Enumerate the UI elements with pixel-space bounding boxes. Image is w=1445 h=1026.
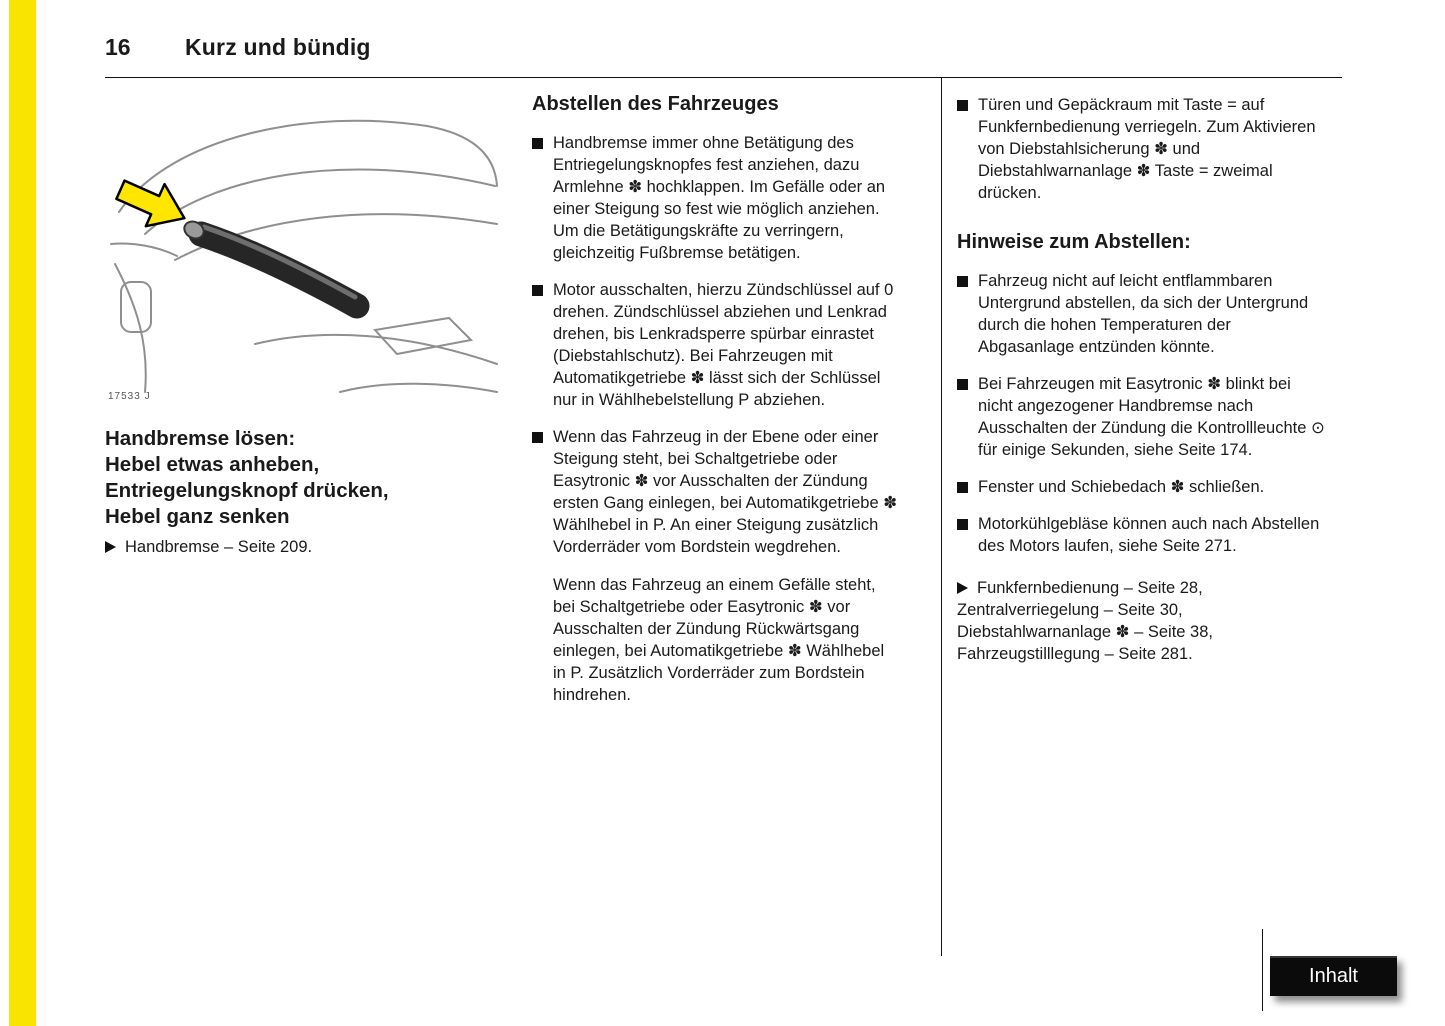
left-heading-line: Entriegelungsknopf drücken, (105, 479, 389, 502)
bullet-item (957, 373, 1345, 461)
cross-ref-text[interactable]: Fahrzeugstilllegung – Seite 281. (957, 645, 1193, 663)
cross-ref-arrow-icon (105, 541, 116, 553)
left-heading-line: Hebel ganz senken (105, 505, 290, 528)
cross-ref-text[interactable]: Zentralverriegelung – Seite 30, (957, 601, 1183, 619)
right-heading: Hinweise zum Abstellen: (957, 231, 1191, 253)
bullet-text: Türen und Gepäckraum mit Taste = auf Funkfernbedienung verriegeln. Zum Aktivieren von Diebstahlsicherung ✽ und Diebstahlwarnanlage ✽ Taste = zweimal drücken. (978, 96, 1316, 202)
square-bullet-icon (957, 519, 968, 530)
cross-ref-arrow-icon (957, 582, 968, 594)
inhalt-button[interactable]: Inhalt (1270, 956, 1397, 996)
handbrake-lever (182, 218, 357, 306)
square-bullet-icon (957, 482, 968, 493)
bullet-item (957, 513, 1345, 557)
page-edge-accent-stripe (9, 0, 36, 1026)
square-bullet-icon (957, 100, 968, 111)
left-heading-line: Hebel etwas anheben, (105, 453, 320, 476)
continuation-paragraph: Wenn das Fahrzeug an einem Gefälle steht, bei Schaltgetriebe oder Easytronic ✽ vor Ausschalten der Zündung Rückwärtsgang einlegen, bei Automatikgetriebe ✽ Wählhebel in P. Zusätzlich Vorderräder zum Bordstein hindrehen. (553, 576, 885, 704)
square-bullet-icon (532, 285, 543, 296)
left-heading (105, 426, 389, 530)
middle-column (532, 92, 932, 706)
square-bullet-icon (957, 379, 968, 390)
square-bullet-icon (532, 432, 543, 443)
cross-ref-handbremse[interactable] (105, 536, 312, 558)
square-bullet-icon (957, 276, 968, 287)
bullet-item (957, 476, 1345, 498)
bullet-item (957, 270, 1345, 358)
inhalt-button-rule (1262, 929, 1263, 1011)
header-rule (105, 77, 1342, 78)
middle-heading: Abstellen des Fahrzeuges (532, 93, 779, 115)
handbrake-illustration (105, 92, 500, 397)
bullet-item (532, 426, 932, 558)
column-divider-rule (941, 77, 942, 956)
cross-ref-text: Handbremse – Seite 209. (125, 538, 313, 556)
cross-ref-line[interactable] (957, 577, 1345, 599)
square-bullet-icon (532, 138, 543, 149)
bullet-text: Bei Fahrzeugen mit Easytronic ✽ blinkt bei nicht angezogener Handbremse nach Ausschalten der Zündung die Kontrollleuchte ⊙ für einige Sekunden, siehe Seite 174. (978, 375, 1325, 459)
figure-caption: 17533 J (108, 391, 151, 402)
page-number: 16 (105, 34, 131, 60)
right-column (957, 92, 1345, 665)
bullet-text: Fahrzeug nicht auf leicht entflammbaren Untergrund abstellen, da sich der Untergrund durch die hohen Temperaturen der Abgasanlage entzünden könnte. (978, 272, 1309, 356)
bullet-item (532, 132, 932, 264)
handbrake-figure (105, 92, 500, 404)
bullet-item (532, 279, 932, 411)
bullet-text: Handbremse immer ohne Betätigung des Entriegelungsknopfes fest anziehen, dazu Armlehne ✽ hochklappen. Im Gefälle oder an einer Steigung so fest wie möglich anziehen. Um die Betätigungskräfte zu verringern, gleichzeitig Fußbremse betätigen. (553, 134, 886, 262)
bullet-text: Motorkühlgebläse können auch nach Abstellen des Motors laufen, siehe Seite 271. (978, 515, 1320, 555)
cross-ref-text[interactable]: Diebstahlwarnanlage ✽ – Seite 38, (957, 623, 1213, 641)
section-title: Kurz und bündig (185, 34, 371, 60)
left-heading-line: Handbremse lösen: (105, 427, 296, 450)
bullet-item (957, 94, 1345, 204)
cross-ref-block[interactable] (957, 577, 1345, 665)
bullet-text: Motor ausschalten, hierzu Zündschlüssel auf 0 drehen. Zündschlüssel abziehen und Lenkrad drehen, bis Lenkradsperre spürbar einrastet (Diebstahlschutz). Bei Fahrzeugen mit Automatikgetriebe ✽ lässt sich der Schlüssel nur in Wählhebelstellung P abziehen. (553, 281, 894, 409)
cross-ref-text: Funkfernbedienung – Seite 28, (977, 579, 1203, 597)
bullet-text: Wenn das Fahrzeug in der Ebene oder einer Steigung steht, bei Schaltgetriebe oder Easytronic ✽ vor Ausschalten der Zündung ersten Gang einlegen, bei Automatikgetriebe ✽ Wählhebel in P. An einer Steigung zusätzlich Vorderräder vom Bordstein wegdrehen. (553, 428, 898, 556)
bullet-text: Fenster und Schiebedach ✽ schließen. (978, 478, 1265, 496)
left-column (105, 92, 505, 556)
